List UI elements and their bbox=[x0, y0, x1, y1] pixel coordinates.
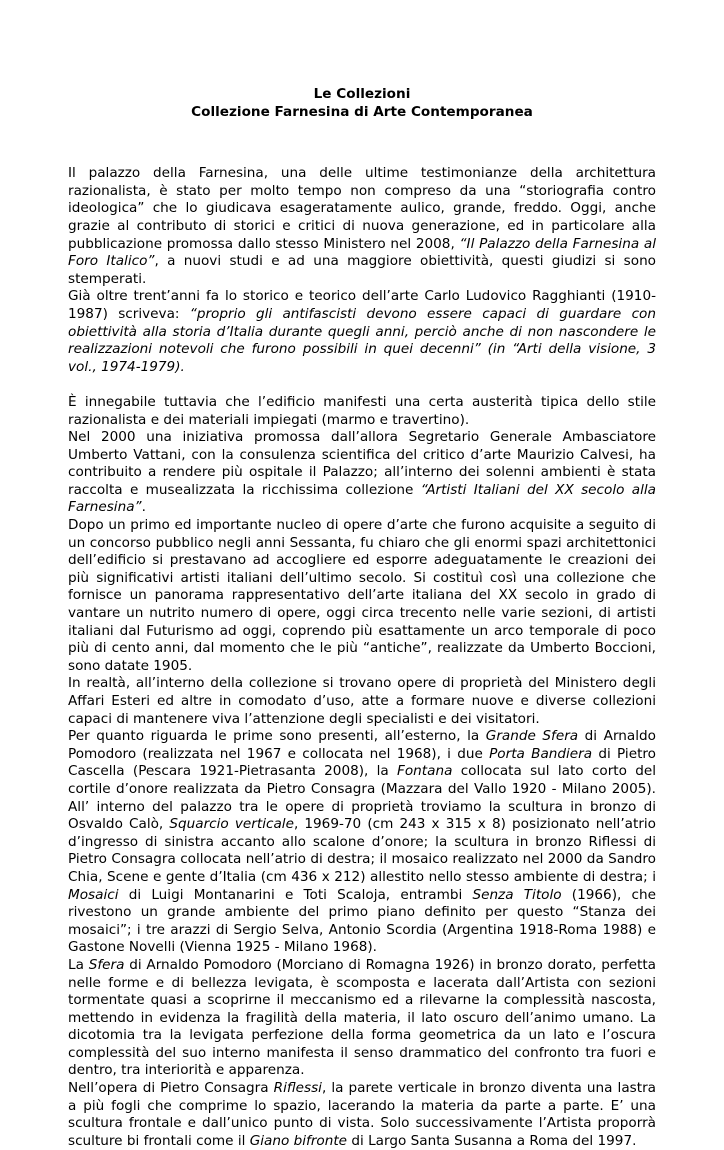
paragraph bbox=[68, 1080, 656, 1150]
paragraph bbox=[68, 728, 656, 957]
italic-text-run: Senza Titolo bbox=[472, 886, 562, 903]
paragraph bbox=[68, 429, 656, 517]
italic-text-run: Riflessi bbox=[273, 1080, 322, 1097]
paragraph bbox=[68, 394, 656, 429]
paragraph bbox=[68, 517, 656, 675]
text-run: di Pietro Cascella (Pescara 1921-Pietrasanta 2008), la bbox=[68, 745, 657, 780]
italic-text-run: Fontana bbox=[397, 763, 453, 780]
text-run: , la parete verticale in bronzo diventa una lastra a più fogli che comprime lo spazio, lacerando la materia da parte a parte. E’ una scultura frontale e dall’unico punto di vista. Solo successivamente l’Artista proporrà sculture bi frontali come il bbox=[68, 1080, 656, 1149]
text-run: di Luigi Montanarini e Toti Scaloja, entrambi bbox=[118, 886, 473, 903]
paragraph bbox=[68, 165, 656, 288]
paragraph bbox=[68, 957, 656, 1080]
italic-text-run: Porta Bandiera bbox=[489, 745, 593, 762]
section-collection bbox=[68, 394, 656, 1150]
italic-text-run: “Il Palazzo della Farnesina al Foro Italico” bbox=[68, 235, 656, 270]
text-run: , a nuovi studi e ad una maggiore obiettività, questi giudizi si sono stemperati. bbox=[68, 253, 657, 287]
italic-text-run: Mosaici bbox=[68, 886, 119, 903]
paragraph bbox=[68, 675, 656, 728]
text-run: collocata sul lato corto del cortile d’onore realizzata da Pietro Consagra (Mazzara del Vallo 1920 - Milano 2005). All’ interno del palazzo tra le opere di proprietà troviamo la scultura in bronzo di Osvaldo Calò, bbox=[68, 763, 656, 833]
text-run: Nel 2000 una iniziativa promossa dall’allora Segretario Generale Ambasciatore Umberto Vattani, con la consulenza scientifica del critico d’arte Maurizio Calvesi, ha contribuito a rendere più ospitale il Palazzo; all’interno dei solenni ambienti è stata raccolta e musealizzata la ricchissima collezione bbox=[68, 429, 656, 498]
blank-line bbox=[68, 376, 656, 394]
text-run: . bbox=[141, 499, 146, 516]
text-run: Nell’opera di Pietro Consagra bbox=[68, 1080, 274, 1097]
paragraph bbox=[68, 288, 656, 376]
text-run: La bbox=[68, 956, 89, 973]
text-run: Il palazzo della Farnesina, una delle ultime testimonianze della architettura razionalista, è stato per molto tempo non compreso da una “storiografia contro ideologica” che lo giudicava esageratamente aulico, grande, freddo. Oggi, anche grazie al contributo di storici e critici di nuova generazione, ed in particolare alla pubblicazione promossa dallo stesso Ministero nel 2008, bbox=[68, 165, 656, 252]
text-run: di Arnaldo Pomodoro (Morciano di Romagna 1926) in bronzo dorato, perfetta nelle forme e di bellezza levigata, è scomposta e lacerata dall’Artista con sezioni tormentate quasi a scoprirne il meccanismo ed a rilevarne la complessità nascosta, mettendo in evidenza la fragilità della materia, il lato oscuro dell’animo umano. La dicotomia tra la levigata perfezione della forma geometrica da un lato e l’oscura complessità del suo interno manifesta il senso drammatico del confronto tra fuori e dentro, tra interiorità e apparenza. bbox=[68, 956, 656, 1079]
text-run: di Largo Santa Susanna a Roma del 1997. bbox=[347, 1132, 637, 1149]
italic-text-run: “proprio gli antifascisti devono essere capaci di guardare con obiettività alla storia d’Italia durante quegli anni, perciò anche di non nascondere le realizzazioni notevoli che furono possibili in quei decenni” (in “Arti della visione, 3 vol., 1974-1979). bbox=[68, 305, 656, 375]
section-intro bbox=[68, 165, 656, 376]
text-run: di Arnaldo Pomodoro (realizzata nel 1967 e collocata nel 1968), i due bbox=[68, 728, 656, 762]
title-block bbox=[68, 86, 656, 121]
document-subtitle: Collezione Farnesina di Arte Contemporanea bbox=[191, 103, 533, 120]
text-run: In realtà, all’interno della collezione si trovano opere di proprietà del Ministero degli Affari Esteri ed altre in comodato d’uso, atte a formare nuove e diverse collezioni capaci di mantenere viva l’attenzione degli specialisti e dei visitatori. bbox=[68, 675, 656, 727]
text-run: Dopo un primo ed importante nucleo di opere d’arte che furono acquisite a seguito di un concorso pubblico negli anni Sessanta, fu chiaro che gli enormi spazi architettonici dell’edificio si prestavano ad accogliere ed esporre adeguatamente le creazioni dei più significativi artisti italiani dell’ultimo secolo. Si costituì così una collezione che fornisce un panorama rappresentativo dell’arte italiana del XX secolo in grado di vantare un nutrito numero di opere, oggi circa trecento nelle varie sezioni, di artisti italiani dal Futurismo ad oggi, coprendo più esattamente un arco temporale di poco più di cento anni, dal momento che le più “antiche”, realizzate da Umberto Boccioni, sono datate 1905. bbox=[68, 517, 656, 674]
italic-text-run: Giano bifronte bbox=[249, 1132, 348, 1149]
spacer bbox=[68, 121, 656, 165]
text-run: Già oltre trent’anni fa lo storico e teorico dell’arte Carlo Ludovico Ragghianti (1910-1987) scriveva: bbox=[68, 288, 656, 322]
document-page bbox=[68, 86, 656, 1150]
text-run: È innegabile tuttavia che l’edificio manifesti una certa austerità tipica dello stile razionalista e dei materiali impiegati (marmo e travertino). bbox=[68, 393, 656, 428]
document-title: Le Collezioni bbox=[313, 86, 411, 102]
text-run: (1966), che rivestono un grande ambiente del primo piano definito per questo “Stanza dei mosaici”; i tre arazzi di Sergio Selva, Antonio Scordia (Argentina 1918-Roma 1988) e Gastone Novelli (Vienna 1925 - Milano 1968). bbox=[68, 886, 656, 956]
italic-text-run: Grande Sfera bbox=[485, 728, 579, 745]
italic-text-run: “Artisti Italiani del XX secolo alla Farnesina” bbox=[68, 481, 656, 516]
italic-text-run: Sfera bbox=[88, 956, 125, 973]
italic-text-run: Squarcio verticale bbox=[169, 816, 294, 833]
text-run: , 1969-70 (cm 243 x 315 x 8) posizionato nell’atrio d’ingresso di sinistra accanto allo scalone d’onore; la scultura in bronzo Riflessi di Pietro Consagra collocata nell’atrio di destra; il mosaico realizzato nel 2000 da Sandro Chia, Scene e gente d’Italia (cm 436 x 212) allestito nello stesso ambiente di destra; i bbox=[68, 816, 656, 885]
text-run: Per quanto riguarda le prime sono presenti, all’esterno, la bbox=[68, 728, 486, 745]
